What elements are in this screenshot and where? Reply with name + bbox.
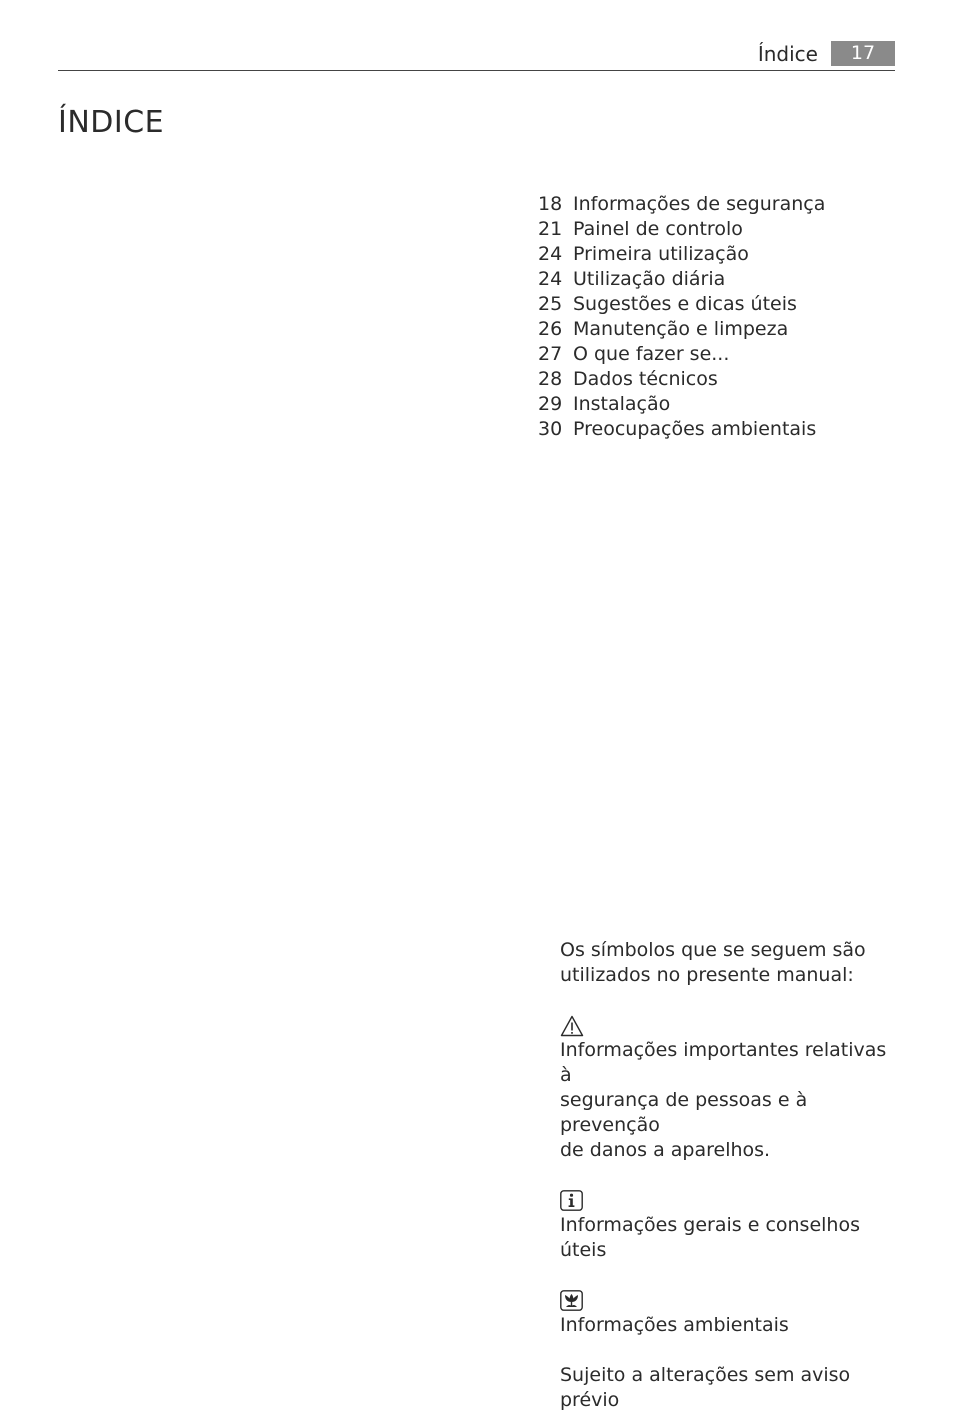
warning-description-line: Informações importantes relativas à [560,1039,887,1086]
toc-label: Preocupações ambientais [573,418,817,440]
header-divider [58,70,895,71]
toc-entry[interactable] [538,342,825,367]
page-number-badge: 17 [831,41,895,66]
toc-page-number: 27 [538,343,563,365]
toc-page-number: 29 [538,393,563,415]
toc-label: Instalação [573,393,671,415]
info-description: Informações gerais e conselhos úteis [560,1214,860,1261]
disclaimer: Sujeito a alterações sem aviso prévio [560,1364,851,1411]
warning-description-line: segurança de pessoas e à prevenção [560,1089,808,1136]
table-of-contents [538,192,825,442]
info-icon [560,1190,583,1211]
toc-page-number: 25 [538,293,563,315]
toc-label: Dados técnicos [573,368,718,390]
toc-entry[interactable] [538,417,825,442]
toc-label: O que fazer se... [573,343,730,365]
page-title: ÍNDICE [58,105,165,140]
symbols-intro-line: utilizados no presente manual: [560,964,854,986]
toc-page-number: 26 [538,318,563,340]
symbols-legend [560,938,900,1413]
toc-page-number: 24 [538,243,563,265]
toc-label: Informações de segurança [573,193,826,215]
toc-label: Sugestões e dicas úteis [573,293,797,315]
toc-entry[interactable] [538,217,825,242]
toc-page-number: 18 [538,193,563,215]
toc-entry[interactable] [538,317,825,342]
toc-label: Painel de controlo [573,218,743,240]
header-section-label: Índice [757,42,818,66]
toc-label: Primeira utilização [573,243,749,265]
toc-entry[interactable] [538,292,825,317]
toc-entry[interactable] [538,242,825,267]
toc-entry[interactable] [538,192,825,217]
toc-entry[interactable] [538,367,825,392]
toc-label: Manutenção e limpeza [573,318,789,340]
toc-entry[interactable] [538,267,825,292]
toc-page-number: 21 [538,218,563,240]
toc-page-number: 24 [538,268,563,290]
warning-triangle-icon [560,1015,584,1037]
warning-description-line: de danos a aparelhos. [560,1139,771,1161]
environment-description: Informações ambientais [560,1314,789,1336]
environment-flower-icon [560,1290,583,1311]
symbols-intro-line: Os símbolos que se seguem são [560,939,866,961]
toc-entry[interactable] [538,392,825,417]
toc-page-number: 30 [538,418,563,440]
toc-label: Utilização diária [573,268,726,290]
toc-page-number: 28 [538,368,563,390]
